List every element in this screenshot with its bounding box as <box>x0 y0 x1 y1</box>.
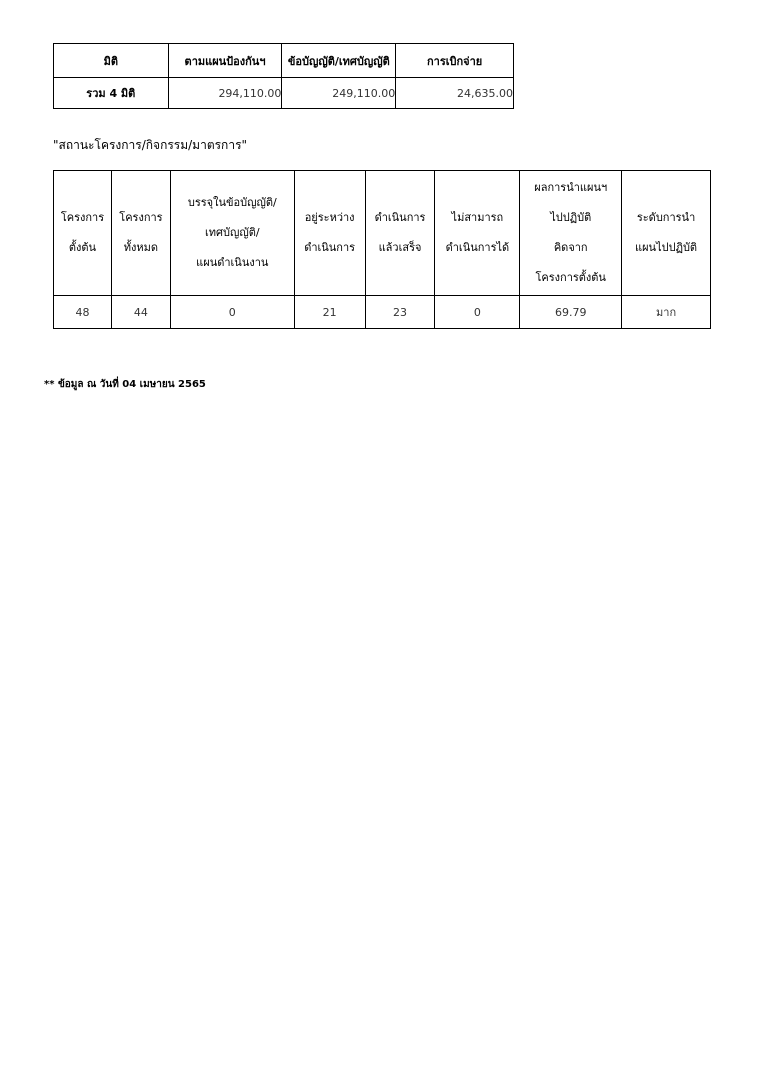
data-date-footnote: ** ข้อมูล ณ วันที่ 04 เมษายน 2565 <box>44 379 206 390</box>
header-implementation-level: ระดับการนำ แผนไปปฏิบัติ <box>622 171 711 296</box>
budget-header-row <box>54 44 514 78</box>
status-header-row <box>54 171 711 296</box>
total-label: รวม 4 มิติ <box>54 78 169 109</box>
header-in-progress: อยู่ระหว่าง ดำเนินการ <box>294 171 365 296</box>
header-initial-projects: โครงการ ตั้งต้น <box>54 171 112 296</box>
total-projects-value: 44 <box>111 296 170 329</box>
disbursed-value: 24,635.00 <box>396 78 514 109</box>
status-table <box>53 170 711 329</box>
unable-value: 0 <box>435 296 520 329</box>
header-completed: ดำเนินการ แล้วเสร็จ <box>365 171 435 296</box>
initial-projects-value: 48 <box>54 296 112 329</box>
included-value: 0 <box>170 296 294 329</box>
in-progress-value: 21 <box>294 296 365 329</box>
level-value: มาก <box>622 296 711 329</box>
header-implementation-result: ผลการนำแผนฯ ไปปฏิบัติ คิดจาก โครงการตั้งต้น <box>520 171 622 296</box>
header-disbursement: การเบิกจ่าย <box>396 44 514 78</box>
header-unable: ไม่สามารถ ดำเนินการได้ <box>435 171 520 296</box>
completed-value: 23 <box>365 296 435 329</box>
status-value-row <box>54 296 711 329</box>
header-dimension: มิติ <box>54 44 169 78</box>
status-section-title: "สถานะโครงการ/กิจกรรม/มาตรการ" <box>53 138 248 152</box>
header-plan: ตามแผนป้องกันฯ <box>168 44 282 78</box>
plan-value: 294,110.00 <box>168 78 282 109</box>
ordinance-value: 249,110.00 <box>282 78 396 109</box>
header-included-in-ordinance: บรรจุในข้อบัญญัติ/ เทศบัญญัติ/ แผนดำเนินงาน <box>170 171 294 296</box>
budget-table <box>53 43 514 109</box>
header-total-projects: โครงการ ทั้งหมด <box>111 171 170 296</box>
header-ordinance: ข้อบัญญัติ/เทศบัญญัติ <box>282 44 396 78</box>
result-value: 69.79 <box>520 296 622 329</box>
budget-total-row <box>54 78 514 109</box>
